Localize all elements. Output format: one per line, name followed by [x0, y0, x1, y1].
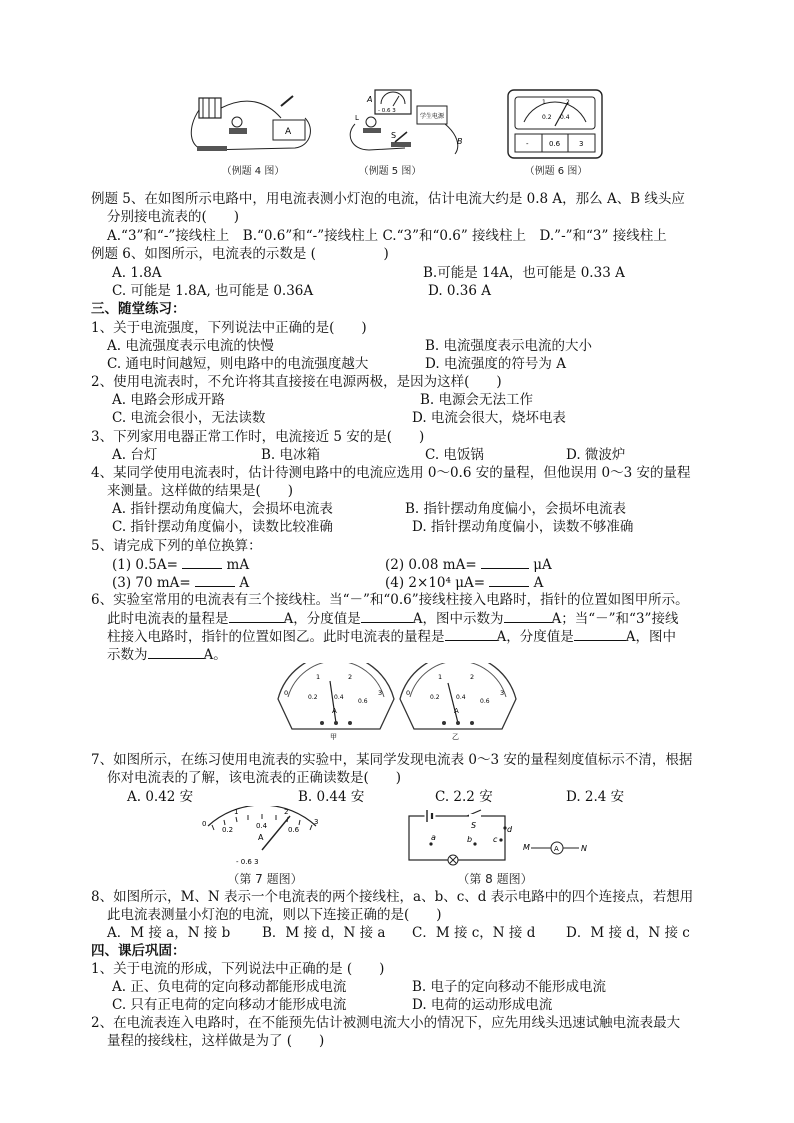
p8-option-b: B．M 接 d，N 接 a	[262, 925, 386, 941]
fig8-m: M	[523, 843, 530, 852]
fig7-terminals: - 0.6 3	[236, 858, 259, 866]
label-jia: 甲	[330, 733, 337, 741]
p4-stem-1: 4、某同学使用电流表时，估计待测电路中的电流应选用 0～0.6 安的量程，但他误用 0～3 安的量程	[91, 465, 691, 481]
p2-option-b: B. 电源会无法工作	[420, 392, 534, 408]
fig5-terminals: - 0.6 3	[378, 108, 396, 114]
figure-example-6-ammeter	[506, 88, 604, 160]
q6-stem: 例题 6、如图所示，电流表的示数是 ( )	[91, 246, 389, 262]
yi-three: 3	[500, 689, 505, 697]
q6-option-a: A. 1.8A	[112, 265, 162, 281]
fig5-label-s: S	[391, 131, 397, 140]
p6-stem-1: 6、实验室常用的电流表有三个接线柱。当“－”和“0.6”接线柱接入电路时，指针的位置如图甲所示。	[91, 592, 689, 608]
q5-stem-1: 例题 5、在如图所示电路中，用电流表测小灯泡的电流，估计电流大约是 0.8 A，那么 A、B 线头应	[91, 191, 685, 207]
p5-item-3	[112, 573, 249, 592]
q5-options: A.“3”和“-”接线柱上 B.“0.6”和“-”接线柱上 C.“3”和“0.6” 接线柱上 D.”-”和“3” 接线柱上	[107, 228, 667, 244]
p6-text-g: A，图中	[625, 629, 676, 645]
fig8-c: c	[493, 835, 498, 844]
p2-option-d: D. 电流会很大，烧坏电表	[412, 410, 566, 426]
p1-option-d: D. 电流强度的符号为 A	[425, 356, 566, 372]
p1-stem: 1、关于电流强度，下列说法中正确的是( )	[91, 320, 367, 336]
p8-stem-2: 此电流表测量小灯泡的电流，则以下连接正确的是( )	[107, 907, 442, 923]
p7-option-b: B. 0.44 安	[298, 789, 365, 805]
fig7-top1: 1	[234, 808, 239, 816]
ammeter-yi	[400, 663, 516, 741]
fig7-top2: 2	[284, 808, 289, 816]
p1-option-b: B. 电流强度表示电流的大小	[425, 338, 593, 354]
fig7-t2: 0.4	[256, 822, 268, 830]
h2-stem-1: 2、在电流表连入电路时，在不能预先估计被测电流大小的情况下，应先用线头迅速试触电流表最大	[91, 1015, 681, 1031]
p6-stem-4	[107, 645, 227, 664]
jia-b1: 0.2	[308, 694, 318, 701]
yi-b2: 0.4	[456, 694, 466, 701]
fig7-unit: A	[258, 833, 264, 842]
figure-example-5	[345, 84, 470, 160]
fig8-s: S	[471, 821, 477, 830]
fig6-tick-1: 0.4	[560, 114, 570, 121]
p8-stem-1: 8、如图所示，M、N 表示一个电流表的两个接线柱，a、b、c、d 表示电路中的四个连接点，若想用	[91, 889, 694, 905]
p4-option-c: C. 指针摆动角度偏小，读数比较准确	[112, 519, 333, 535]
h1-option-c: C. 只有正电荷的定向移动才能形成电流	[112, 997, 347, 1013]
p3-option-c: C. 电饭锅	[425, 447, 484, 463]
caption-example-5: （例题 5 图）	[358, 166, 422, 177]
yi-zero: 0	[406, 689, 411, 697]
svg-text:A: A	[285, 127, 292, 137]
fig5-supply: 学生电源	[420, 113, 445, 120]
p5-item-1-unit: mA	[226, 557, 250, 573]
p7-option-c: C. 2.2 安	[435, 789, 493, 805]
p6-blank-5[interactable]	[574, 627, 626, 641]
fig6-top-1: 2	[566, 99, 570, 106]
figure-7-ammeter	[200, 806, 324, 868]
fig5-label-a: A	[367, 95, 373, 104]
fig7-t3: 0.6	[288, 826, 300, 834]
p6-blank-4[interactable]	[445, 627, 497, 641]
p7-stem-2: 你对电流表的了解，该电流表的正确读数是( )	[107, 770, 402, 786]
p3-stem: 3、下列家用电器正常工作时，电流接近 5 安的是( )	[91, 429, 425, 445]
p1-option-c: C. 通电时间越短，则电路中的电流强度越大	[107, 356, 369, 372]
yi-top-1: 1	[438, 673, 443, 681]
p2-stem: 2、使用电流表时，不允许将其直接接在电源两极，是因为这样( )	[91, 374, 502, 390]
p5-item-2	[385, 555, 552, 574]
h1-option-b: B. 电子的定向移动不能形成电流	[412, 979, 607, 995]
p7-option-d: D. 2.4 安	[566, 789, 625, 805]
svg-text:A: A	[554, 845, 559, 853]
p5-stem: 5、请完成下列的单位换算：	[91, 538, 262, 554]
jia-unit: A	[332, 707, 337, 715]
p4-stem-2: 来测量。这样做的结果是( )	[107, 483, 294, 499]
p8-option-a: A．M 接 a，N 接 b	[107, 925, 231, 941]
caption-7: （第 7 题图）	[227, 872, 303, 886]
p5-item-3-label: (3) 70 mA=	[112, 575, 191, 591]
p7-stem-1: 7、如图所示，在练习使用电流表的实验中，某同学发现电流表 0～3 安的量程刻度值标示不清，根据	[91, 752, 693, 768]
p6-text-f: A，分度值是	[496, 629, 574, 645]
fig5-label-l: L	[355, 114, 359, 122]
fig7-t1: 0.2	[222, 826, 234, 834]
p5-item-2-label: (2) 0.08 mA=	[385, 557, 477, 573]
caption-8: （第 8 题图）	[457, 872, 533, 886]
fig5-label-b: B	[457, 137, 463, 146]
p2-option-c: C. 电流会很小，无法读数	[112, 410, 266, 426]
jia-top-2: 2	[348, 673, 353, 681]
q6-option-b: B.可能是 14A，也可能是 0.33 A	[423, 265, 625, 281]
fig6-terminal-minus: -	[526, 140, 529, 148]
p5-item-3-unit: A	[239, 575, 250, 591]
p4-option-b: B. 指针摆动角度偏小，会损坏电流表	[405, 501, 627, 517]
p7-option-a: A. 0.42 安	[127, 789, 194, 805]
yi-unit: A	[454, 707, 459, 715]
p3-option-a: A. 台灯	[112, 447, 158, 463]
figure-8-circuit	[405, 806, 590, 866]
jia-b3: 0.6	[358, 698, 368, 705]
fig8-d: d	[507, 825, 513, 834]
p1-option-a: A. 电流强度表示电流的快慢	[107, 338, 274, 354]
p6-stem-3	[107, 627, 676, 646]
fig6-terminal-3: 3	[579, 140, 584, 148]
h1-option-d: D. 电荷的运动形成电流	[412, 997, 553, 1013]
jia-top-1: 1	[316, 673, 321, 681]
p6-blank-2[interactable]	[361, 609, 413, 623]
yi-top-2: 2	[470, 673, 475, 681]
p6-blank-3[interactable]	[504, 609, 552, 623]
section-4-heading: 四、课后巩固：	[91, 943, 186, 959]
p6-stem-2	[107, 609, 678, 628]
p6-text-b: A，分度值是	[283, 611, 361, 627]
section-3-heading: 三、随堂练习：	[91, 301, 186, 317]
jia-zero: 0	[284, 689, 289, 697]
caption-example-4: （例题 4 图）	[221, 166, 285, 177]
p5-item-1-label: (1) 0.5A=	[112, 557, 178, 573]
p4-option-a: A. 指针摆动角度偏大，会损坏电流表	[112, 501, 333, 517]
p5-item-4-unit: A	[533, 575, 544, 591]
fig7-top3: 3	[314, 818, 319, 826]
p5-item-4	[385, 573, 543, 592]
p6-text-e: 柱接入电路时，指针的位置如图乙。此时电流表的量程是	[107, 629, 445, 645]
figure-example-4	[185, 88, 325, 160]
p6-text-d: A；当“－”和“3”接线	[551, 611, 679, 627]
p5-item-4-label: (4) 2×10⁴ μA=	[385, 575, 486, 591]
p5-item-2-unit: μA	[533, 557, 552, 573]
p6-text-c: A，图中示数为	[412, 611, 504, 627]
q6-option-c: C. 可能是 1.8A, 也可能是 0.36A	[112, 283, 314, 299]
p5-item-1	[112, 555, 249, 574]
h1-stem: 1、关于电流的形成，下列说法中正确的是 ( )	[91, 961, 385, 977]
p6-blank-6[interactable]	[148, 645, 204, 659]
p6-text-h: 示数为	[107, 647, 148, 663]
p6-text-a: 此时电流表的量程是	[107, 611, 229, 627]
fig6-top-0: 1	[542, 99, 546, 106]
p8-option-c: C．M 接 c，N 接 d	[412, 925, 536, 941]
fig8-a: a	[431, 833, 436, 842]
yi-b1: 0.2	[430, 694, 440, 701]
p5-item-3-blank[interactable]	[195, 573, 235, 587]
p5-item-1-blank[interactable]	[182, 555, 222, 569]
p5-item-2-blank[interactable]	[481, 555, 529, 569]
ammeter-jia	[278, 663, 394, 741]
p4-option-d: D. 指针摆动角度偏小，读数不够准确	[412, 519, 634, 535]
fig7-t0: 0	[202, 820, 207, 828]
q6-option-d: D. 0.36 A	[428, 283, 492, 299]
jia-b2: 0.4	[334, 694, 344, 701]
figure-ammeters-jia-yi	[272, 663, 522, 743]
p5-item-4-blank[interactable]	[489, 573, 529, 587]
p3-option-d: D. 微波炉	[566, 447, 626, 463]
label-yi: 乙	[452, 733, 459, 741]
q5-stem-2: 分别接电流表的( )	[107, 209, 240, 225]
h1-option-a: A. 正、负电荷的定向移动都能形成电流	[112, 979, 347, 995]
p3-option-b: B. 电冰箱	[261, 447, 321, 463]
p8-option-d: D．M 接 d，N 接 c	[566, 925, 690, 941]
caption-example-6: （例题 6 图）	[524, 166, 588, 177]
yi-b3: 0.6	[480, 698, 490, 705]
p6-text-i: A。	[203, 647, 227, 663]
fig8-n: N	[581, 844, 587, 853]
jia-three: 3	[378, 689, 383, 697]
p6-blank-1[interactable]	[229, 609, 284, 623]
h2-stem-2: 量程的接线柱，这样做是为了 ( )	[107, 1033, 325, 1049]
p2-option-a: A. 电路会形成开路	[112, 392, 225, 408]
fig8-b: b	[467, 835, 473, 844]
fig6-tick-0: 0.2	[542, 114, 552, 121]
fig6-terminal-06: 0.6	[549, 140, 561, 148]
